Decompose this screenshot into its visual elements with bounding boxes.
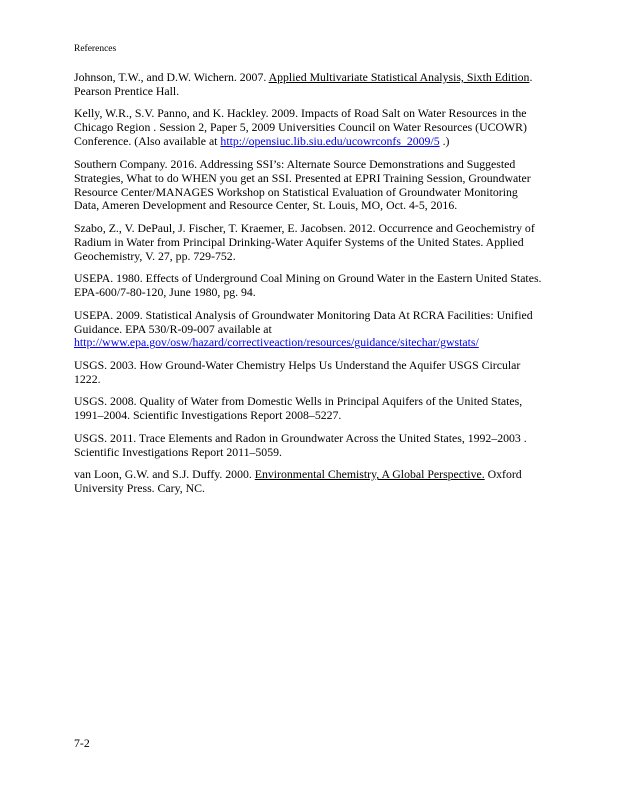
reference-text: van Loon, G.W. and S.J. Duffy. 2000. — [74, 467, 255, 482]
page-number: 7-2 — [74, 736, 90, 750]
reference-text: Southern Company. 2016. Addressing SSI’s: Alternate Source Demonstrations and Suggested Strategies, What to do WHEN you get an SSI. Presented at EPRI Training Session, Groundwater Resource Center/MANAGES Workshop on Statistical Evaluation of Groundwater Monitoring Data, Ameren Development and Resource Center, St. Louis, MO, Oct. 4-5, 2016. — [74, 156, 531, 213]
opensiuc-link[interactable]: http://opensiuc.lib.siu.edu/ucowrconfs_2009/5 — [220, 134, 440, 149]
book-title: Applied Multivariate Statistical Analysis, Sixth Edition — [268, 70, 530, 84]
reference-usepa-1980 — [74, 272, 544, 300]
reference-usgs-2008 — [74, 395, 544, 423]
reference-text: USGS. 2003. How Ground-Water Chemistry Helps Us Understand the Aquifer USGS Circular 1222. — [74, 357, 521, 386]
reference-usgs-2011 — [74, 432, 544, 460]
epa-gwstats-link[interactable]: http://www.epa.gov/osw/hazard/correctiveaction/resources/guidance/sitechar/gwstats/ — [74, 335, 479, 350]
reference-text: USGS. 2011. Trace Elements and Radon in Groundwater Across the United States, 1992–2003 . Scientific Investigations Report 2011–5059. — [74, 430, 527, 459]
reference-text: USGS. 2008. Quality of Water from Domestic Wells in Principal Aquifers of the United States, 1991–2004. Scientific Investigations Report 2008–5227. — [74, 394, 523, 423]
reference-johnson-2007 — [74, 71, 544, 99]
reference-usepa-2009 — [74, 309, 544, 351]
reference-text: Kelly, W.R., S.V. Panno, and K. Hackley. 2009. Impacts of Road Salt on Water Resources in the Chicago Region . Session 2, Paper 5, 2009 Universities Council on Water Resources (UCOWR) Conference. (Also available at — [74, 106, 527, 149]
reference-text: Szabo, Z., V. DePaul, J. Fischer, T. Kraemer, E. Jacobsen. 2012. Occurrence and Geochemistry of Radium in Water from Principal Drinking-Water Aquifer Systems of the United States. Applied Geochemistry, V. 27, pp. 729-752. — [74, 220, 535, 263]
book-title: Environmental Chemistry, A Global Perspective. — [254, 467, 485, 482]
reference-text: USEPA. 1980. Effects of Underground Coal Mining on Ground Water in the Eastern United States. EPA-600/7-80-120, June 1980, pg. 94. — [74, 271, 542, 300]
reference-text: Johnson, T.W., and D.W. Wichern. 2007. — [74, 70, 269, 84]
section-title: References — [74, 44, 117, 54]
reference-text: Oxford University Press. Cary, NC. — [74, 467, 522, 496]
reference-usgs-2003 — [74, 359, 544, 387]
reference-text: .) — [439, 134, 450, 149]
reference-kelly-2009 — [74, 107, 544, 149]
reference-southern-company-2016 — [74, 158, 544, 214]
reference-text: USEPA. 2009. Statistical Analysis of Groundwater Monitoring Data At RCRA Facilities: Unified Guidance. EPA 530/R-09-007 available at — [74, 307, 533, 336]
reference-van-loon-2000 — [74, 468, 544, 496]
reference-list — [74, 71, 544, 505]
reference-szabo-2012 — [74, 222, 544, 264]
reference-text: . Pearson Prentice Hall. — [74, 70, 533, 98]
